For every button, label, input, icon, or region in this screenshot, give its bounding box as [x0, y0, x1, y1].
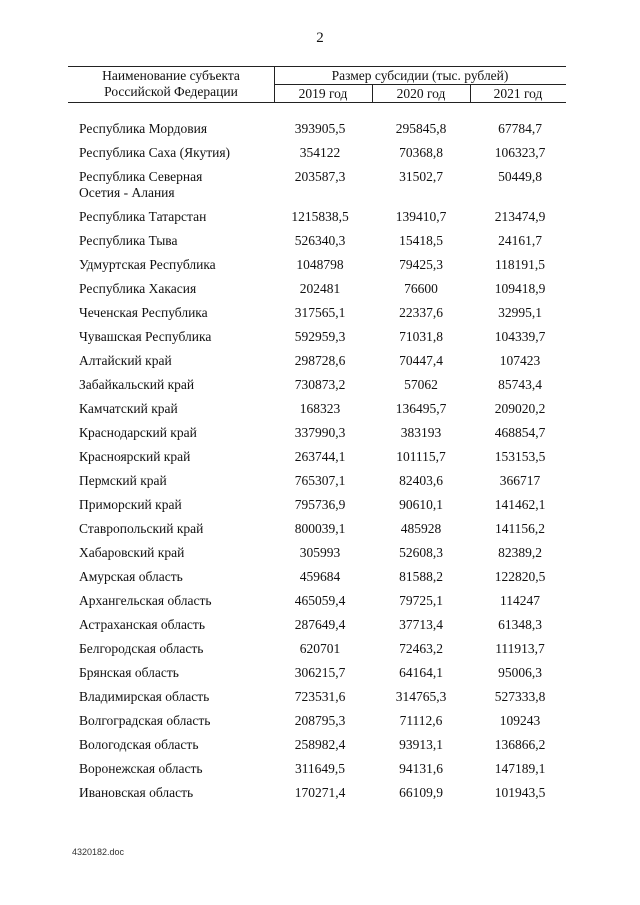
subsidy-value-2021: 95006,3	[498, 665, 542, 680]
subject-name	[79, 233, 269, 249]
subject-name-line: Республика Саха (Якутия)	[79, 145, 231, 160]
subsidy-value-2019: 305993	[299, 545, 341, 560]
subsidy-value-2020: 314765,3	[395, 689, 447, 704]
subsidy-value-2019: 1215838,5	[291, 209, 349, 224]
subsidy-value-2019: 306215,7	[294, 665, 346, 680]
subsidy-value-2021: 527333,8	[494, 689, 546, 704]
subsidy-value-2020: 22337,6	[399, 305, 443, 320]
header-subject-name	[68, 68, 274, 100]
subsidy-value-2019: 1048798	[296, 257, 344, 272]
subsidy-value-2020: 37713,4	[399, 617, 443, 632]
subject-name	[79, 425, 269, 441]
subject-name	[79, 257, 269, 273]
header-subject-name-line-2: Российской Федерации	[104, 84, 238, 99]
subject-name	[79, 545, 269, 561]
subsidy-value-2020: 70368,8	[399, 145, 443, 160]
subject-name-line: Краснодарский край	[79, 425, 197, 440]
subsidy-value-2021: 468854,7	[494, 425, 546, 440]
subsidy-value-2021: 104339,7	[494, 329, 546, 344]
subject-name	[79, 281, 269, 297]
subsidy-value-2021: 118191,5	[494, 257, 546, 272]
subsidy-value-2021: 82389,2	[498, 545, 542, 560]
subsidy-value-2021: 114247	[500, 593, 540, 608]
subsidy-value-2019: 795736,9	[294, 497, 346, 512]
subject-name-line: Красноярский край	[79, 449, 191, 464]
subject-name	[79, 121, 269, 137]
subsidy-value-2021: 67784,7	[498, 121, 542, 136]
subsidy-value-2019: 311649,5	[294, 761, 346, 776]
header-rule-top	[68, 66, 566, 67]
subject-name-line: Камчатский край	[79, 401, 178, 416]
subject-name	[79, 449, 269, 465]
subsidy-value-2021: 141156,2	[494, 521, 546, 536]
subsidy-value-2020: 57062	[404, 377, 438, 392]
subject-name	[79, 377, 269, 393]
subject-name-line: Приморский край	[79, 497, 182, 512]
subsidy-value-2020: 66109,9	[399, 785, 443, 800]
subject-name-line: Пермский край	[79, 473, 167, 488]
subsidy-value-2020: 76600	[404, 281, 438, 296]
subsidy-value-2020: 101115,7	[396, 449, 446, 464]
subsidy-value-2020: 383193	[400, 425, 442, 440]
subsidy-value-2021: 209020,2	[494, 401, 546, 416]
table-header	[68, 66, 566, 103]
subsidy-value-2020: 93913,1	[399, 737, 443, 752]
subsidy-value-2019: 526340,3	[294, 233, 346, 248]
subject-name-line: Осетия - Алания	[79, 185, 175, 200]
header-year-2021: 2021 год	[493, 86, 543, 101]
subsidy-value-2019: 263744,1	[294, 449, 346, 464]
subject-name	[79, 209, 269, 225]
header-rule-middle	[274, 84, 566, 85]
subsidy-value-2019: 354122	[299, 145, 341, 160]
subject-name-line: Республика Северная	[79, 169, 203, 184]
page-number: 2	[316, 30, 324, 46]
subsidy-value-2019: 287649,4	[294, 617, 346, 632]
subject-name-line: Ивановская область	[79, 785, 194, 800]
subsidy-value-2019: 723531,6	[294, 689, 346, 704]
subsidy-value-2019: 203587,3	[294, 169, 346, 184]
subject-name-line: Вологодская область	[79, 737, 199, 752]
subject-name-line: Удмуртская Республика	[79, 257, 216, 272]
header-subsidy-size: Размер субсидии (тыс. рублей)	[331, 68, 509, 83]
subsidy-value-2021: 122820,5	[494, 569, 546, 584]
subsidy-value-2019: 337990,3	[294, 425, 346, 440]
subsidy-value-2021: 24161,7	[498, 233, 542, 248]
subsidy-value-2021: 366717	[499, 473, 541, 488]
subsidy-value-2021: 61348,3	[498, 617, 542, 632]
subject-name-line: Республика Мордовия	[79, 121, 208, 136]
subject-name	[79, 641, 269, 657]
header-rule-bottom	[68, 102, 566, 103]
subsidy-value-2019: 459684	[299, 569, 341, 584]
subsidy-value-2020: 139410,7	[395, 209, 447, 224]
subsidy-value-2021: 109243	[499, 713, 541, 728]
subsidy-value-2020: 79425,3	[399, 257, 443, 272]
subject-name-line: Республика Хакасия	[79, 281, 197, 296]
subject-name-line: Ставропольский край	[79, 521, 204, 536]
subsidy-value-2021: 50449,8	[498, 169, 542, 184]
subject-name	[79, 521, 269, 537]
subject-name	[79, 593, 269, 609]
subsidy-value-2020: 136495,7	[395, 401, 447, 416]
subject-name	[79, 761, 269, 777]
subject-name	[79, 737, 269, 753]
subsidy-value-2020: 82403,6	[399, 473, 443, 488]
subsidy-value-2021: 107423	[499, 353, 541, 368]
subsidy-value-2019: 465059,4	[294, 593, 346, 608]
subsidy-value-2021: 111913,7	[495, 641, 545, 656]
subject-name-line: Чеченская Республика	[79, 305, 208, 320]
subsidy-value-2019: 168323	[299, 401, 341, 416]
subject-name-line: Хабаровский край	[79, 545, 185, 560]
subsidy-value-2019: 170271,4	[294, 785, 346, 800]
subject-name	[79, 713, 269, 729]
subject-name	[79, 353, 269, 369]
subject-name	[79, 785, 269, 801]
subsidy-value-2021: 147189,1	[494, 761, 546, 776]
subsidy-value-2020: 71031,8	[399, 329, 443, 344]
subject-name	[79, 329, 269, 345]
subject-name-line: Воронежская область	[79, 761, 203, 776]
subject-name-line: Амурская область	[79, 569, 183, 584]
subsidy-value-2020: 72463,2	[399, 641, 443, 656]
subject-name	[79, 665, 269, 681]
subject-name-line: Республика Татарстан	[79, 209, 207, 224]
subject-name-line: Забайкальский край	[79, 377, 195, 392]
subsidy-value-2019: 202481	[299, 281, 341, 296]
subject-name-line: Алтайский край	[79, 353, 172, 368]
subject-name	[79, 305, 269, 321]
subject-name	[79, 497, 269, 513]
subject-name	[79, 401, 269, 417]
subsidy-value-2020: 79725,1	[399, 593, 443, 608]
subject-name-line: Архангельская область	[79, 593, 212, 608]
subsidy-value-2020: 52608,3	[399, 545, 443, 560]
subsidy-value-2019: 730873,2	[294, 377, 346, 392]
subject-name	[79, 473, 269, 489]
subsidy-value-2021: 32995,1	[498, 305, 542, 320]
subsidy-value-2020: 90610,1	[399, 497, 443, 512]
subsidy-value-2021: 141462,1	[494, 497, 546, 512]
subject-name	[79, 169, 269, 201]
subject-name-line: Владимирская область	[79, 689, 210, 704]
subsidy-value-2019: 800039,1	[294, 521, 346, 536]
subsidy-value-2019: 258982,4	[294, 737, 346, 752]
subsidy-value-2020: 81588,2	[399, 569, 443, 584]
subsidy-value-2020: 15418,5	[399, 233, 443, 248]
header-year-2020: 2020 год	[396, 86, 446, 101]
subject-name	[79, 689, 269, 705]
subsidy-value-2021: 101943,5	[494, 785, 546, 800]
subject-name	[79, 145, 269, 161]
file-name-footer: 4320182.doc	[72, 847, 125, 857]
subsidy-value-2020: 70447,4	[399, 353, 443, 368]
subsidy-value-2021: 153153,5	[494, 449, 546, 464]
subject-name	[79, 569, 269, 585]
subsidy-value-2019: 317565,1	[294, 305, 346, 320]
subsidy-value-2020: 485928	[400, 521, 442, 536]
subsidy-value-2019: 592959,3	[294, 329, 346, 344]
subsidy-value-2021: 109418,9	[494, 281, 546, 296]
subject-name-line: Брянская область	[79, 665, 179, 680]
subject-name-line: Белгородская область	[79, 641, 204, 656]
subsidy-value-2020: 295845,8	[395, 121, 447, 136]
subject-name-line: Чувашская Республика	[79, 329, 212, 344]
subsidy-value-2021: 213474,9	[494, 209, 546, 224]
subsidy-value-2019: 393905,5	[294, 121, 346, 136]
subsidy-value-2021: 136866,2	[494, 737, 546, 752]
subsidy-value-2019: 298728,6	[294, 353, 346, 368]
subject-name-line: Республика Тыва	[79, 233, 178, 248]
header-year-2019: 2019 год	[298, 86, 348, 101]
subsidy-value-2020: 71112,6	[399, 713, 443, 728]
subject-name-line: Волгоградская область	[79, 713, 211, 728]
subsidy-value-2021: 106323,7	[494, 145, 546, 160]
subsidy-value-2020: 64164,1	[399, 665, 443, 680]
subsidy-value-2019: 620701	[299, 641, 341, 656]
subsidy-value-2020: 31502,7	[399, 169, 443, 184]
subsidy-value-2020: 94131,6	[399, 761, 443, 776]
subject-name-line: Астраханская область	[79, 617, 205, 632]
subsidy-value-2019: 208795,3	[294, 713, 346, 728]
subject-name	[79, 617, 269, 633]
subsidy-value-2019: 765307,1	[294, 473, 346, 488]
subsidy-value-2021: 85743,4	[498, 377, 542, 392]
header-subject-name-line-1: Наименование субъекта	[102, 68, 240, 83]
